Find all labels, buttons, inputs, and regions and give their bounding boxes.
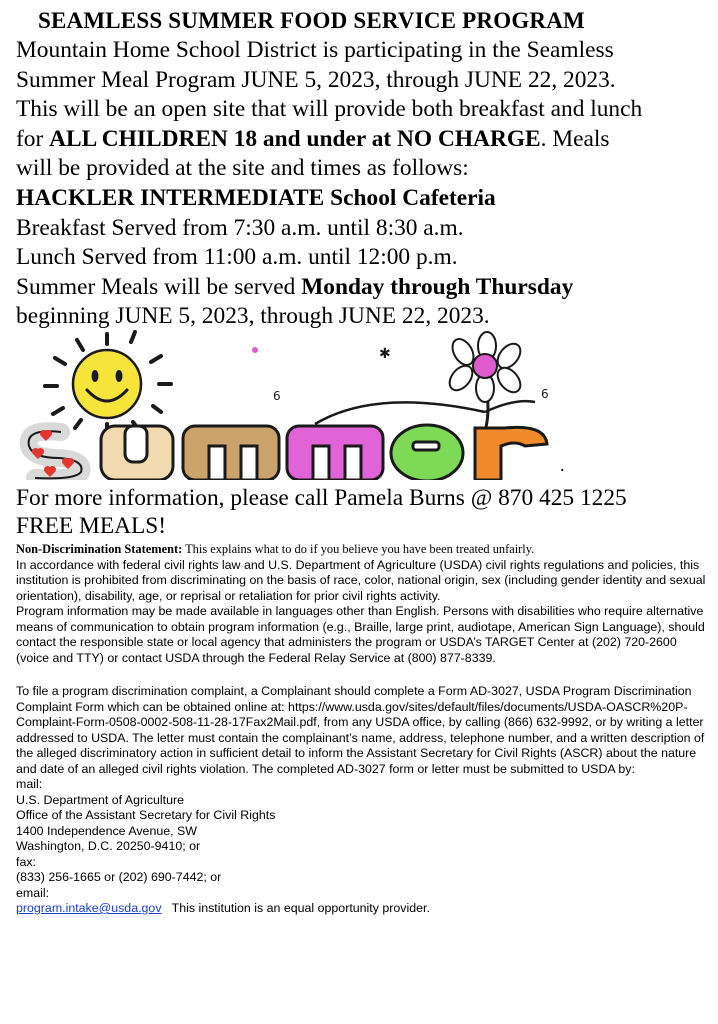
non-discrimination-statement bbox=[16, 542, 706, 917]
address-line: Washington, D.C. 20250-9410; or bbox=[16, 839, 201, 853]
nds-paragraph: In accordance with federal civil rights law and U.S. Department of Agriculture (USDA) civil rights regulations and policies, this institution is prohibited from discriminating on the basis of race, color, national origin, sex (including gender identity and sexual orientation), disability, age, or reprisal or retaliation for prior civil rights activity. bbox=[16, 557, 706, 603]
site-name-rest: School Cafeteria bbox=[324, 184, 496, 211]
sparkle-icon: ✱ bbox=[379, 346, 391, 362]
site-name-bold: HACKLER INTERMEDIATE bbox=[16, 184, 325, 211]
flyer-title: SEAMLESS SUMMER FOOD SERVICE PROGRAM bbox=[38, 8, 585, 33]
sparkle-icon bbox=[252, 347, 258, 353]
intro-line: Summer Meal Program JUNE 5, 2023, through JUNE 22, 2023. bbox=[16, 66, 616, 93]
free-meals: FREE MEALS! bbox=[16, 513, 167, 539]
sparkle-icon: 6 bbox=[541, 387, 549, 401]
intro-line: This will be an open site that will provide both breakfast and lunch bbox=[16, 96, 643, 123]
trailing-dot: . bbox=[560, 455, 565, 475]
address-line: 1400 Independence Avenue, SW bbox=[16, 823, 197, 838]
fax-label: fax: bbox=[16, 854, 36, 869]
sun-icon bbox=[73, 350, 141, 418]
summer-word bbox=[29, 425, 547, 480]
eligibility-highlight: ALL CHILDREN 18 and under at NO CHARGE bbox=[49, 125, 541, 152]
site-name bbox=[16, 184, 716, 214]
nds-paragraph: Program information may be made available in languages other than English. Persons with disabilities who require alternative means of communication to obtain program information (e.g., Braille, large print, audiotape, American Sign Language), should contact the responsible state or local agency that administers the program or USDA’s TARGET Center at (202) 720-2600 (voice and TTY) or contact USDA through the Federal Relay Service at (800) 877-8339. bbox=[16, 604, 705, 665]
program-details bbox=[16, 36, 716, 332]
mail-label: mail: bbox=[16, 777, 43, 791]
contact-info bbox=[16, 484, 716, 540]
intro-line: will be provided at the site and times as follows: bbox=[16, 155, 469, 182]
contact-line: For more information, please call Pamela Burns @ 870 425 1225 bbox=[16, 485, 627, 511]
intro-text: . Meals bbox=[540, 125, 610, 152]
complaint-paragraph: To file a program discrimination complaint, a Complainant should complete a Form AD-3027, USDA Program Discrimination Complaint Form which can be obtained online at: https://www.usda.gov/sites/default/files/documents/USDA-OASCR%20P-Complaint-Form-0508-0002-508-11-28-17Fax2Mail.pdf, from any USDA office, by calling (866) 632-9992, or by writing a letter addressed to USDA. The letter must contain the complainant’s name, address, telephone number, and a written description of the alleged discriminatory action in sufficient detail to inform the Assistant Secretary for Civil Rights (ASCR) about the nature and date of an alleged civil rights violation. The completed AD-3027 form or letter must be submitted to USDA by: bbox=[16, 684, 705, 776]
service-days bbox=[16, 273, 716, 303]
intro-line: Mountain Home School District is participating in the Seamless bbox=[16, 37, 614, 63]
flower-icon bbox=[315, 332, 535, 432]
fax-number: (833) 256-1665 or (202) 690-7442; or bbox=[16, 870, 222, 884]
email-line bbox=[16, 901, 706, 917]
nds-heading: Non-Discrimination Statement: bbox=[16, 542, 183, 556]
intro-text: for bbox=[16, 125, 50, 152]
sparkle-icon: 6 bbox=[273, 389, 281, 403]
address-line: Office of the Assistant Secretary for Civil Rights bbox=[16, 808, 276, 822]
email-label: email: bbox=[16, 885, 50, 900]
intro-line bbox=[16, 125, 716, 155]
summer-clipart bbox=[15, 328, 561, 480]
breakfast-time: Breakfast Served from 7:30 a.m. until 8:30 a.m. bbox=[16, 214, 464, 241]
nds-summary: This explains what to do if you believe you have been treated unfairly. bbox=[182, 542, 535, 556]
equal-opportunity-statement: This institution is an equal opportunity provider. bbox=[161, 901, 430, 915]
address-line: U.S. Department of Agriculture bbox=[16, 792, 185, 807]
email-link[interactable]: program.intake@usda.gov bbox=[16, 901, 162, 915]
nds-intro bbox=[16, 542, 706, 558]
service-days-text: Summer Meals will be served bbox=[16, 273, 302, 300]
service-days-bold: Monday through Thursday bbox=[301, 273, 574, 300]
service-dates: beginning JUNE 5, 2023, through JUNE 22, 2023. bbox=[16, 303, 490, 330]
lunch-time: Lunch Served from 11:00 a.m. until 12:00 p.m. bbox=[16, 244, 458, 271]
